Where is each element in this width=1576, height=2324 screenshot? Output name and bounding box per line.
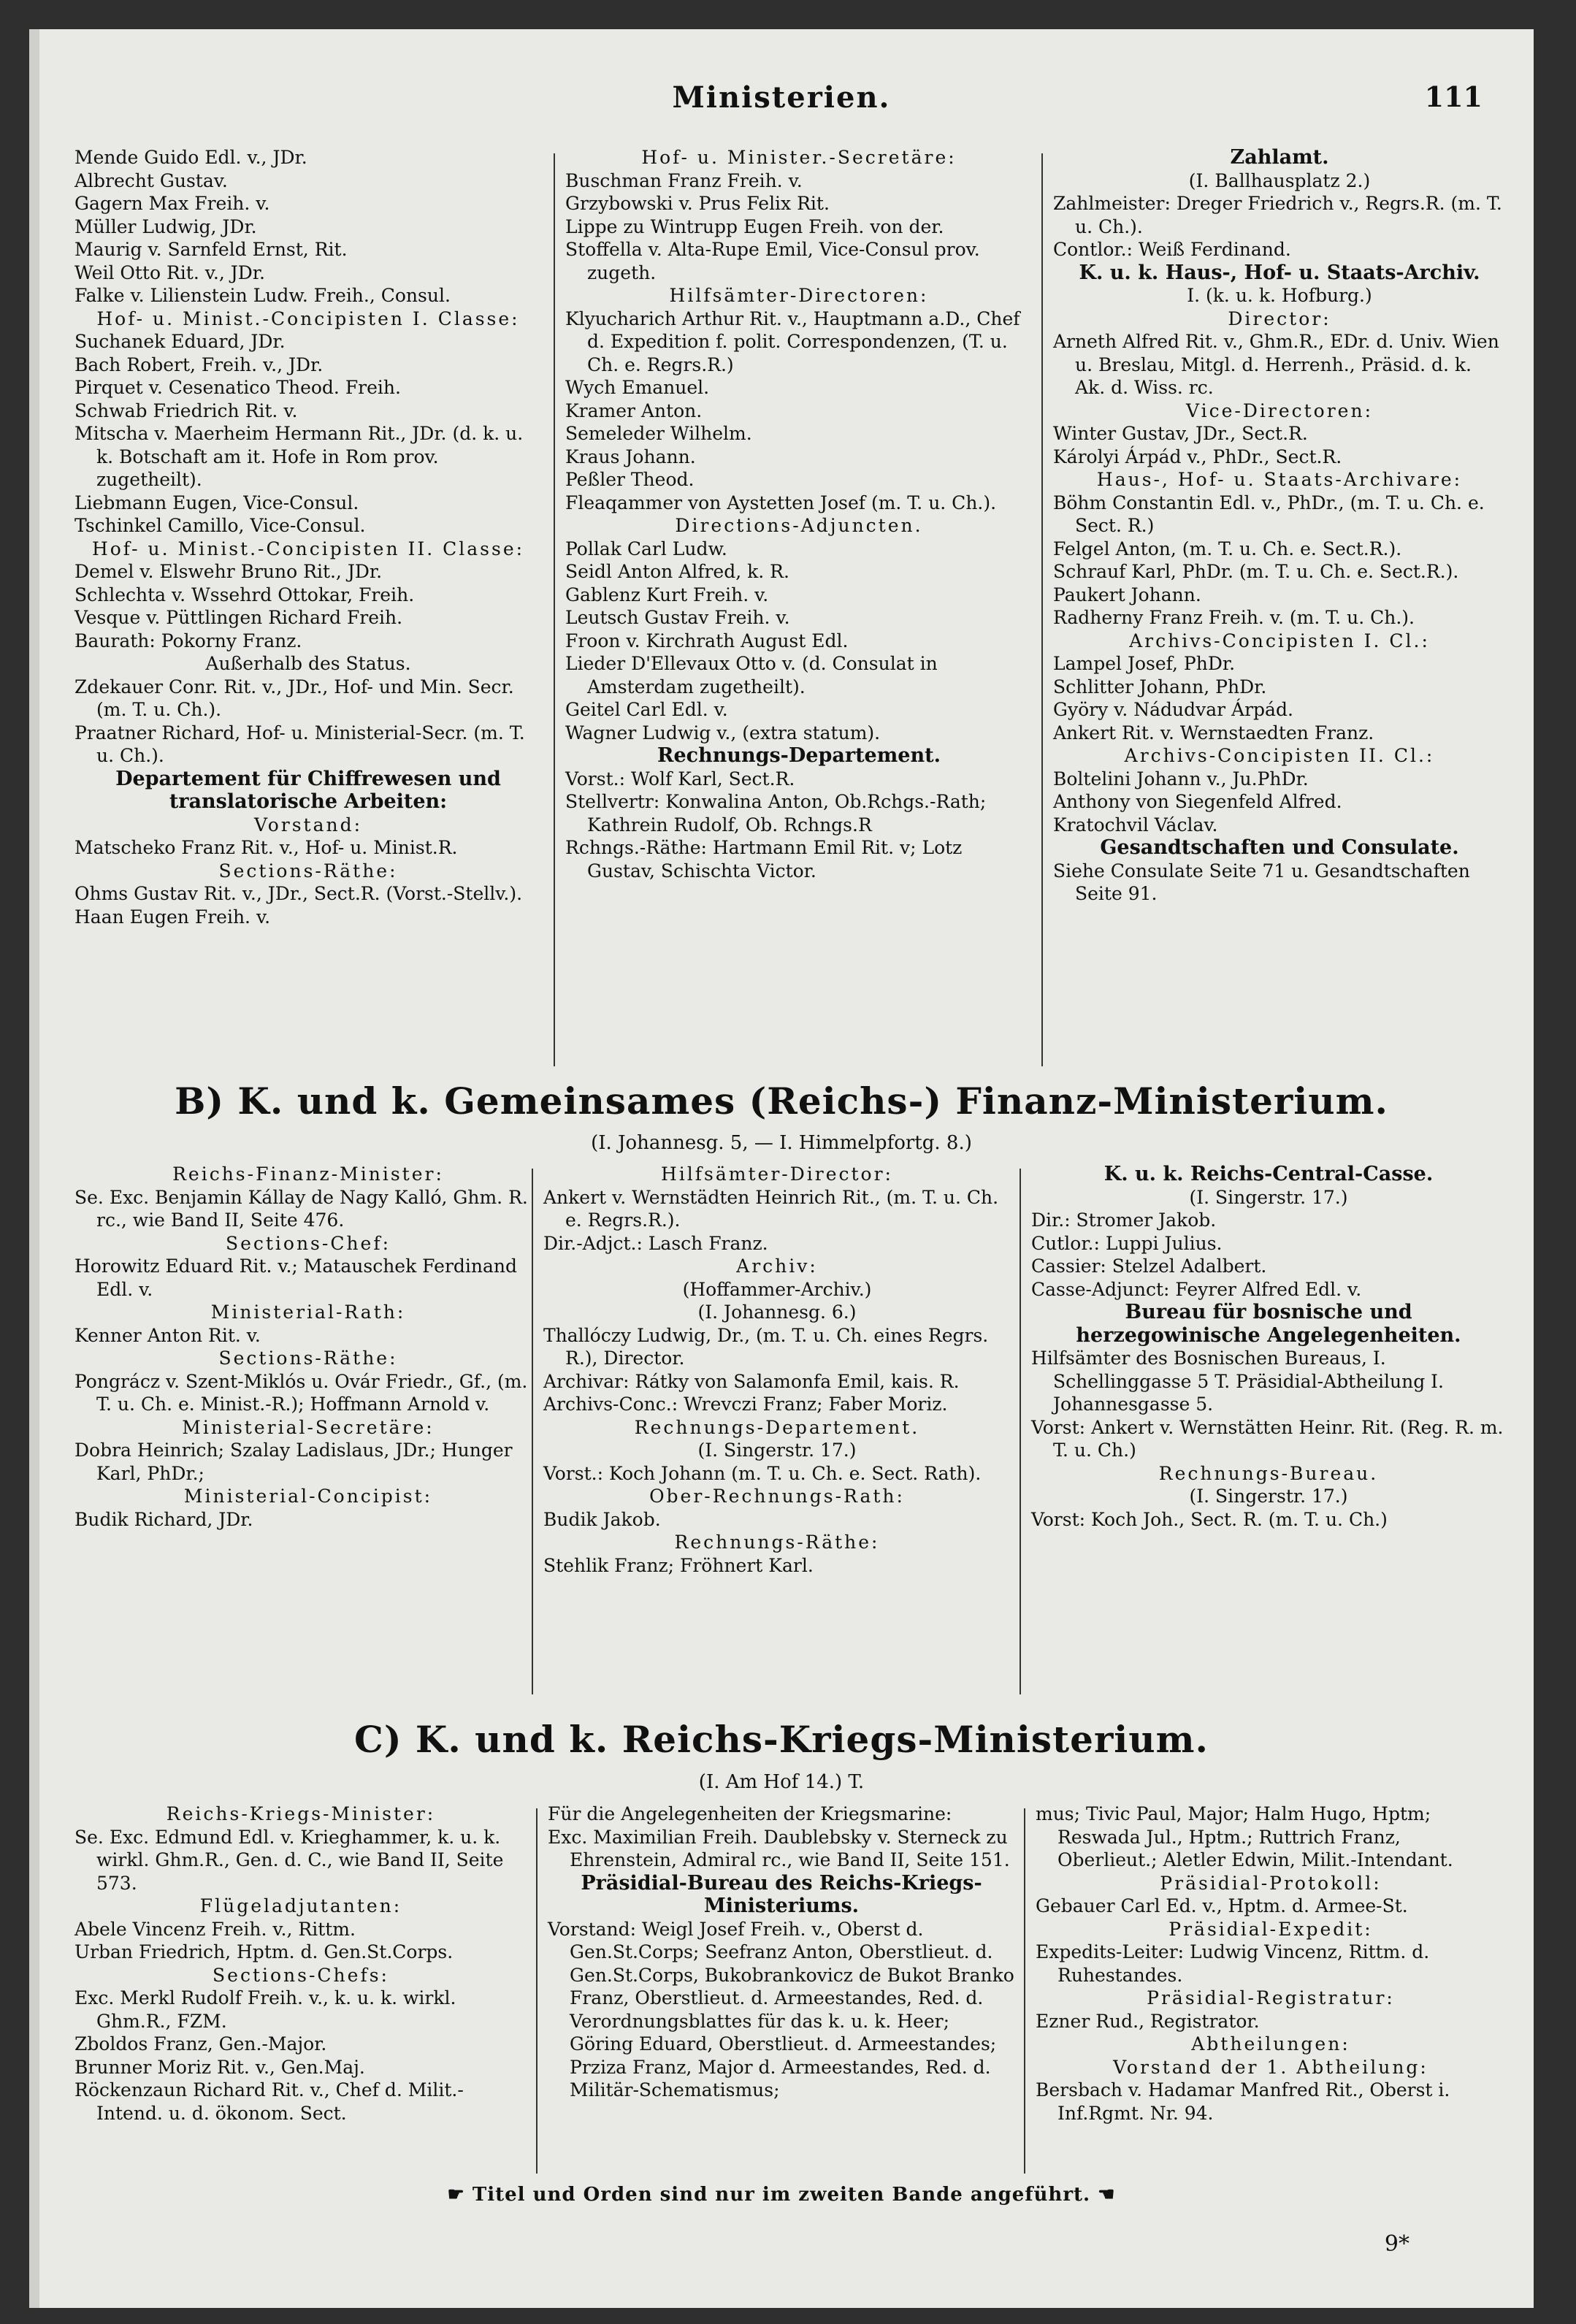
- entry-line: Archivs-Concipisten I. Cl.:: [1129, 630, 1430, 651]
- entry-line: Horowitz Eduard Rit. v.; Matauschek Ferdinand Edl. v.: [74, 1255, 518, 1300]
- section-c-column-2: [548, 1803, 1015, 2102]
- entry-line: Arneth Alfred Rit. v., Ghm.R., EDr. d. Univ. Wien u. Breslau, Mitgl. d. Herrenh., Präsid. d. k. Ak. d. Wiss. rc.: [1053, 331, 1499, 398]
- entry-line: Froon v. Kirchrath August Edl.: [565, 630, 849, 651]
- entry-line: Rechnungs-Departement.: [657, 744, 941, 767]
- entry-line: Vice-Directoren:: [1185, 400, 1373, 421]
- entry-line: Bach Robert, Freih. v., JDr.: [74, 353, 324, 375]
- entry-line: Directions-Adjuncten.: [675, 515, 923, 536]
- entry-line: Thallóczy Ludwig, Dr., (m. T. u. Ch. eines Regrs. R.), Director.: [543, 1324, 989, 1369]
- entry-line: Lieder D'Ellevaux Otto v. (d. Consulat in Amsterdam zugetheilt).: [565, 653, 938, 697]
- entry-line: Sections-Räthe:: [218, 860, 398, 882]
- entry-line: Präsidial-Protokoll:: [1160, 1872, 1382, 1894]
- entry-line: Ober-Rechnungs-Rath:: [649, 1486, 905, 1507]
- entry-line: Cassier: Stelzel Adalbert.: [1031, 1255, 1267, 1277]
- entry-line: Matscheko Franz Rit. v., Hof- u. Minist.R.: [74, 837, 458, 858]
- top-column-3: [1053, 146, 1506, 906]
- entry-line: Brunner Moriz Rit. v., Gen.Maj.: [74, 2056, 365, 2078]
- entry-line: Ezner Rud., Registrator.: [1036, 2010, 1260, 2032]
- entry-line: Praatner Richard, Hof- u. Ministerial-Secr. (m. T. u. Ch.).: [74, 722, 525, 766]
- entry-line: Györy v. Nádudvar Árpád.: [1053, 699, 1293, 720]
- entry-line: Seidl Anton Alfred, k. R.: [565, 561, 789, 582]
- signature-mark: 9*: [1384, 2231, 1409, 2257]
- entry-line: Rechnungs-Departement.: [634, 1416, 920, 1438]
- entry-line: Zahlmeister: Dreger Friedrich v., Regrs.R. (m. T. u. Ch.).: [1053, 193, 1502, 237]
- entry-line: Schwab Friedrich Rit. v.: [74, 400, 298, 421]
- entry-line: Bersbach v. Hadamar Manfred Rit., Oberst i. Inf.Rgmt. Nr. 94.: [1036, 2079, 1450, 2124]
- entry-line: Reichs-Finanz-Minister:: [172, 1163, 444, 1185]
- entry-line: Hof- u. Minister.-Secretäre:: [641, 147, 957, 168]
- entry-line: Departement für Chiffrewesen und translatorische Arbeiten:: [115, 767, 501, 813]
- document-page: [29, 29, 1534, 2308]
- entry-line: Pongrácz v. Szent-Miklós u. Ovár Friedr., Gf., (m. T. u. Ch. e. Minist.-R.); Hoffmann Arnold v.: [74, 1370, 528, 1415]
- page-gutter: [29, 29, 39, 2308]
- entry-line: Bureau für bosnische und herzegowinische Angelegenheiten.: [1076, 1301, 1461, 1347]
- entry-line: Wych Emanuel.: [565, 377, 710, 398]
- entry-line: Haus-, Hof- u. Staats-Archivare:: [1096, 469, 1463, 490]
- entry-line: Casse-Adjunct: Feyrer Alfred Edl. v.: [1031, 1278, 1362, 1300]
- entry-line: Lampel Josef, PhDr.: [1053, 653, 1236, 674]
- entry-line: Flügeladjutanten:: [199, 1895, 402, 1916]
- entry-line: Director:: [1228, 307, 1331, 329]
- entry-line: Vorst: Ankert v. Wernstätten Heinr. Rit. (Reg. R. m. T. u. Ch.): [1031, 1416, 1504, 1461]
- entry-line: Geitel Carl Edl. v.: [565, 699, 728, 720]
- entry-line: Wagner Ludwig v., (extra statum).: [565, 722, 881, 744]
- entry-line: K. u. k. Haus-, Hof- u. Staats-Archiv.: [1079, 261, 1480, 284]
- page-number: 111: [1424, 80, 1483, 113]
- entry-line: (Hoffammer-Archiv.): [682, 1278, 872, 1300]
- entry-line: Pollak Carl Ludw.: [565, 538, 727, 559]
- entry-line: Ankert Rit. v. Wernstaedten Franz.: [1053, 722, 1374, 744]
- entry-line: (I. Singerstr. 17.): [697, 1440, 857, 1461]
- entry-line: Kraus Johann.: [565, 446, 696, 467]
- entry-line: Liebmann Eugen, Vice-Consul.: [74, 492, 359, 513]
- entry-line: Außerhalb des Status.: [205, 653, 411, 674]
- section-b-column-3: [1031, 1163, 1506, 1531]
- entry-line: Archivs-Concipisten II. Cl.:: [1124, 745, 1435, 766]
- top-column-1: [74, 146, 542, 928]
- entry-line: Gebauer Carl Ed. v., Hptm. d. Armee-St.: [1036, 1895, 1408, 1916]
- column-divider: [554, 153, 555, 1066]
- entry-line: Demel v. Elswehr Bruno Rit., JDr.: [74, 561, 383, 582]
- entry-line: Buschman Franz Freih. v.: [565, 169, 803, 191]
- column-divider: [536, 1808, 538, 2174]
- column-divider: [1020, 1169, 1021, 1694]
- entry-line: Ministerial-Rath:: [210, 1301, 406, 1323]
- entry-line: Kramer Anton.: [565, 400, 703, 421]
- entry-line: Zahlamt.: [1230, 146, 1329, 169]
- entry-line: Gablenz Kurt Freih. v.: [565, 584, 769, 605]
- entry-line: Vesque v. Püttlingen Richard Freih.: [74, 607, 403, 628]
- entry-line: Sections-Räthe:: [218, 1348, 398, 1369]
- entry-line: Müller Ludwig, JDr.: [74, 215, 257, 237]
- entry-line: Károlyi Árpád v., PhDr., Sect.R.: [1053, 446, 1342, 467]
- entry-line: Anthony von Siegenfeld Alfred.: [1053, 791, 1342, 812]
- entry-line: Vorstand: Weigl Josef Freih. v., Oberst d. Gen.St.Corps; Seefranz Anton, Oberstlieut. d. Gen.St.Corps, Bukobrankovicz de Bukot Branko Franz, Oberstlieut. d. Armeestandes, Red. d. Verordnungsblattes für das k. u. k. Heer; Göring Eduard, Oberstlieut. d. Armeestandes; Prziza Franz, Major d. Armeestandes, Red. d. Militär-Schematismus;: [548, 1918, 1014, 2101]
- section-b-column-2: [543, 1163, 1011, 1577]
- entry-line: Stehlik Franz; Fröhnert Karl.: [543, 1554, 814, 1576]
- entry-line: Hilfsämter des Bosnischen Bureaus, I. Schellinggasse 5 T. Präsidial-Abtheilung I. Johannesgasse 5.: [1031, 1348, 1444, 1415]
- entry-line: Schlitter Johann, PhDr.: [1053, 676, 1267, 697]
- entry-line: Tschinkel Camillo, Vice-Consul.: [74, 515, 366, 536]
- entry-line: Suchanek Eduard, JDr.: [74, 331, 286, 352]
- entry-line: Rechnungs-Räthe:: [674, 1532, 880, 1553]
- entry-line: Paukert Johann.: [1053, 584, 1201, 605]
- entry-line: mus; Tivic Paul, Major; Halm Hugo, Hptm; Reswada Jul., Hptm.; Ruttrich Franz, Oberlieut.; Aletler Edwin, Milit.-Intendant.: [1036, 1803, 1453, 1870]
- entry-line: Abele Vincenz Freih. v., Rittm.: [74, 1918, 356, 1940]
- entry-line: Grzybowski v. Prus Felix Rit.: [565, 193, 830, 214]
- entry-line: Rchngs.-Räthe: Hartmann Emil Rit. v; Lotz Gustav, Schischta Victor.: [565, 837, 963, 882]
- entry-line: Maurig v. Sarnfeld Ernst, Rit.: [74, 239, 348, 260]
- entry-line: Reichs-Kriegs-Minister:: [166, 1803, 436, 1824]
- entry-line: Abtheilungen:: [1191, 2033, 1350, 2054]
- entry-line: Schlechta v. Wssehrd Ottokar, Freih.: [74, 584, 415, 605]
- entry-line: Albrecht Gustav.: [74, 169, 228, 191]
- entry-line: Weil Otto Rit. v., JDr.: [74, 261, 265, 283]
- entry-line: Baurath: Pokorny Franz.: [74, 630, 302, 651]
- entry-line: Archivar: Rátky von Salamonfa Emil, kais. R.: [543, 1370, 960, 1392]
- entry-line: Zdekauer Conr. Rit. v., JDr., Hof- und Min. Secr. (m. T. u. Ch.).: [74, 676, 514, 720]
- entry-line: Sections-Chefs:: [213, 1964, 389, 1986]
- entry-line: Kratochvil Václav.: [1053, 814, 1218, 836]
- entry-line: Budik Richard, JDr.: [74, 1508, 253, 1530]
- top-column-2: [565, 146, 1033, 882]
- entry-line: Archivs-Conc.: Wrevczi Franz; Faber Moriz.: [543, 1394, 948, 1415]
- entry-line: Zboldos Franz, Gen.-Major.: [74, 2033, 327, 2054]
- entry-line: Hilfsämter-Director:: [661, 1163, 893, 1185]
- entry-line: Rechnungs-Bureau.: [1158, 1462, 1379, 1484]
- entry-line: Urban Friedrich, Hptm. d. Gen.St.Corps.: [74, 1941, 454, 1962]
- entry-line: Dobra Heinrich; Szalay Ladislaus, JDr.; Hunger Karl, PhDr.;: [74, 1440, 513, 1484]
- entry-line: Hof- u. Minist.-Concipisten I. Classe:: [96, 307, 520, 329]
- entry-line: Pirquet v. Cesenatico Theod. Freih.: [74, 377, 401, 398]
- entry-line: (I. Ballhausplatz 2.): [1188, 169, 1371, 191]
- entry-line: Präsidial-Bureau des Reichs-Kriegs-Ministeriums.: [581, 1871, 982, 1917]
- entry-line: Klyucharich Arthur Rit. v., Hauptmann a.D., Chef d. Expedition f. polit. Correspondenzen, (T. u. Ch. e. Regrs.R.): [565, 307, 1020, 375]
- column-divider: [1024, 1808, 1025, 2174]
- entry-line: I. (k. u. k. Hofburg.): [1187, 285, 1372, 306]
- entry-line: Vorstand:: [253, 814, 363, 836]
- entry-line: Vorst.: Koch Johann (m. T. u. Ch. e. Sect. Rath).: [543, 1462, 982, 1484]
- entry-line: Stoffella v. Alta-Rupe Emil, Vice-Consul prov. zugeth.: [565, 239, 980, 283]
- section-c-column-3: [1036, 1803, 1506, 2125]
- entry-line: Gagern Max Freih. v.: [74, 193, 270, 214]
- entry-line: Semeleder Wilhelm.: [565, 423, 752, 444]
- entry-line: Exc. Maximilian Freih. Daublebsky v. Sterneck zu Ehrenstein, Admiral rc., wie Band II, Seite 151.: [548, 1826, 1010, 1870]
- running-title: Ministerien.: [672, 80, 891, 115]
- entry-line: Schrauf Karl, PhDr. (m. T. u. Ch. e. Sect.R.).: [1053, 561, 1459, 582]
- entry-line: Ministerial-Concipist:: [183, 1486, 433, 1507]
- entry-line: Mende Guido Edl. v., JDr.: [74, 147, 307, 168]
- entry-line: (I. Singerstr. 17.): [1189, 1486, 1348, 1507]
- entry-line: Haan Eugen Freih. v.: [74, 906, 271, 928]
- entry-line: Vorst: Koch Joh., Sect. R. (m. T. u. Ch.): [1031, 1508, 1388, 1530]
- entry-line: Hof- u. Minist.-Concipisten II. Classe:: [91, 538, 525, 559]
- section-c-title: C) K. und k. Reichs-Kriegs-Ministerium.: [354, 1718, 1209, 1761]
- section-c-column-1: [74, 1803, 527, 2125]
- entry-line: Falke v. Lilienstein Ludw. Freih., Consul.: [74, 285, 451, 306]
- section-b-address: (I. Johannesg. 5, — I. Himmelpfortg. 8.): [591, 1132, 972, 1154]
- entry-line: Dir.-Adjct.: Lasch Franz.: [543, 1232, 768, 1254]
- section-b-title: B) K. und k. Gemeinsames (Reichs-) Finanz-Ministerium.: [175, 1079, 1388, 1123]
- entry-line: Winter Gustav, JDr., Sect.R.: [1053, 423, 1308, 444]
- entry-line: Mitscha v. Maerheim Hermann Rit., JDr. (d. k. u. k. Botschaft am it. Hofe in Rom prov. zugetheilt).: [74, 423, 524, 490]
- footer-note: ☛ Titel und Orden sind nur im zweiten Bande angeführt. ☚: [447, 2184, 1116, 2206]
- entry-line: Exc. Merkl Rudolf Freih. v., k. u. k. wirkl. Ghm.R., FZM.: [74, 1987, 456, 2032]
- entry-line: K. u. k. Reichs-Central-Casse.: [1103, 1163, 1434, 1185]
- entry-line: Lippe zu Wintrupp Eugen Freih. von der.: [565, 215, 944, 237]
- entry-line: Expedits-Leiter: Ludwig Vincenz, Rittm. d. Ruhestandes.: [1036, 1941, 1430, 1986]
- entry-line: Vorstand der 1. Abtheilung:: [1113, 2056, 1428, 2078]
- entry-line: Gesandtschaften und Consulate.: [1100, 836, 1459, 859]
- entry-line: Ankert v. Wernstädten Heinrich Rit., (m. T. u. Ch. e. Regrs.R.).: [543, 1186, 999, 1231]
- entry-line: Präsidial-Registratur:: [1147, 1987, 1395, 2008]
- entry-line: Röckenzaun Richard Rit. v., Chef d. Milit.-Intend. u. d. ökonom. Sect.: [74, 2079, 464, 2124]
- entry-line: Präsidial-Expedit:: [1168, 1918, 1373, 1940]
- entry-line: Se. Exc. Benjamin Kállay de Nagy Kalló, Ghm. R. rc., wie Band II, Seite 476.: [74, 1186, 528, 1231]
- entry-line: Contlor.: Weiß Ferdinand.: [1053, 239, 1291, 260]
- page-header: [29, 80, 1534, 146]
- entry-line: Für die Angelegenheiten der Kriegsmarine:: [548, 1803, 952, 1824]
- section-b-column-1: [74, 1163, 542, 1531]
- entry-line: Ohms Gustav Rit. v., JDr., Sect.R. (Vorst.-Stellv.).: [74, 883, 523, 904]
- entry-line: (I. Johannesg. 6.): [697, 1301, 857, 1323]
- entry-line: Cutlor.: Luppi Julius.: [1031, 1232, 1223, 1254]
- entry-line: Stellvertr: Konwalina Anton, Ob.Rchgs.-Rath; Kathrein Rudolf, Ob. Rchngs.R: [565, 791, 987, 836]
- entry-line: Boltelini Johann v., Ju.PhDr.: [1053, 768, 1309, 790]
- entry-line: Vorst.: Wolf Karl, Sect.R.: [565, 768, 795, 790]
- section-c-address: (I. Am Hof 14.) T.: [698, 1771, 865, 1793]
- entry-line: Budik Jakob.: [543, 1508, 661, 1530]
- entry-line: Siehe Consulate Seite 71 u. Gesandtschaften Seite 91.: [1053, 860, 1470, 904]
- column-divider: [532, 1169, 533, 1694]
- entry-line: Archiv:: [736, 1255, 818, 1277]
- column-divider: [1041, 153, 1043, 1066]
- entry-line: Radherny Franz Freih. v. (m. T. u. Ch.).: [1053, 607, 1415, 628]
- entry-line: Se. Exc. Edmund Edl. v. Krieghammer, k. u. k. wirkl. Ghm.R., Gen. d. C., wie Band II, Seite 573.: [74, 1826, 504, 1894]
- entry-line: Böhm Constantin Edl. v., PhDr., (m. T. u. Ch. e. Sect. R.): [1053, 492, 1485, 536]
- entry-line: Dir.: Stromer Jakob.: [1031, 1209, 1217, 1231]
- entry-line: Fleaqammer von Aystetten Josef (m. T. u. Ch.).: [565, 492, 997, 513]
- entry-line: Felgel Anton, (m. T. u. Ch. e. Sect.R.).: [1053, 538, 1402, 559]
- entry-line: Leutsch Gustav Freih. v.: [565, 607, 790, 628]
- entry-line: (I. Singerstr. 17.): [1189, 1186, 1348, 1208]
- entry-line: Hilfsämter-Directoren:: [669, 285, 929, 306]
- entry-line: Peßler Theod.: [565, 469, 695, 490]
- entry-line: Kenner Anton Rit. v.: [74, 1324, 261, 1346]
- entry-line: Ministerial-Secretäre:: [182, 1416, 435, 1438]
- entry-line: Sections-Chef:: [225, 1232, 391, 1254]
